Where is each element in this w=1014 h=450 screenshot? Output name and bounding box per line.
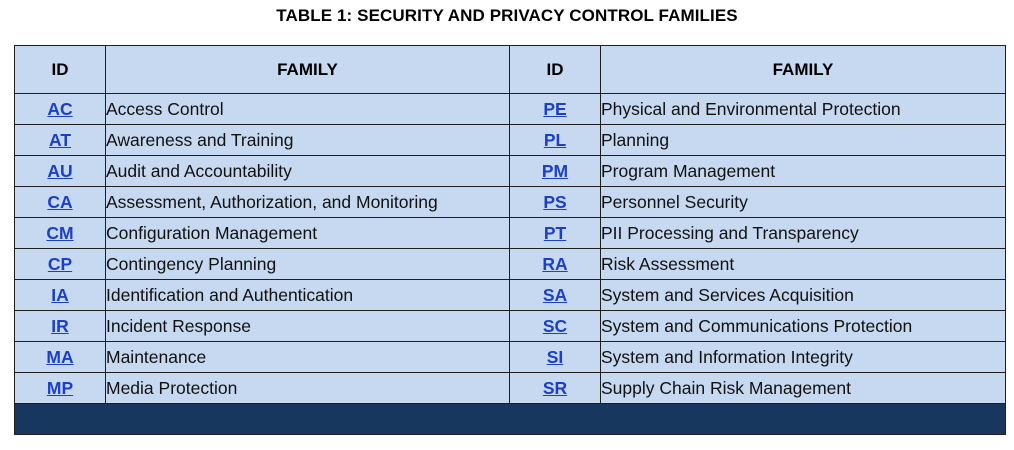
family-id-link[interactable]: SC [542,315,568,336]
table-footer-row [15,404,1006,435]
family-id-link[interactable]: IA [51,284,69,305]
header-id-left: ID [15,46,106,94]
header-row [15,46,1006,94]
header-id-right: ID [510,46,601,94]
control-families-table [14,45,1006,435]
family-name: Personnel Security [601,187,1006,218]
table-row [15,187,1006,218]
family-id-link[interactable]: MA [46,346,74,367]
family-id-link[interactable]: CA [47,191,73,212]
family-id-link[interactable]: IR [51,315,69,336]
family-id-link[interactable]: MP [46,377,74,398]
family-id-link[interactable]: AT [48,129,72,150]
table-row [15,342,1006,373]
family-id-link[interactable]: CM [46,222,74,243]
family-name: Audit and Accountability [106,156,510,187]
table-row [15,125,1006,156]
family-name: Maintenance [106,342,510,373]
table-row [15,311,1006,342]
family-name: Contingency Planning [106,249,510,280]
family-name: Configuration Management [106,218,510,249]
family-name: Access Control [106,94,510,125]
family-name: Risk Assessment [601,249,1006,280]
family-id-link[interactable]: RA [542,253,568,274]
family-id-link[interactable]: PM [541,160,569,181]
family-name: Planning [601,125,1006,156]
family-name: Physical and Environmental Protection [601,94,1006,125]
family-id-link[interactable]: PS [543,191,567,212]
family-id-link[interactable]: AC [47,98,73,119]
table-row [15,249,1006,280]
family-id-link[interactable]: PE [543,98,567,119]
table-row [15,156,1006,187]
family-name: Media Protection [106,373,510,404]
table-row [15,218,1006,249]
family-name: Program Management [601,156,1006,187]
table-footer-bar [15,404,1006,435]
family-id-link[interactable]: CP [47,253,73,274]
family-id-link[interactable]: PL [543,129,567,150]
family-id-link[interactable]: SI [546,346,564,367]
family-name: Awareness and Training [106,125,510,156]
family-name: System and Services Acquisition [601,280,1006,311]
table-caption: TABLE 1: SECURITY AND PRIVACY CONTROL FAMILIES [276,6,738,25]
family-name: Incident Response [106,311,510,342]
table-row [15,373,1006,404]
header-family-left: FAMILY [106,46,510,94]
family-name: Identification and Authentication [106,280,510,311]
family-name: System and Information Integrity [601,342,1006,373]
family-id-link[interactable]: SA [542,284,568,305]
family-id-link[interactable]: AU [47,160,73,181]
family-name: Supply Chain Risk Management [601,373,1006,404]
family-name: Assessment, Authorization, and Monitoring [106,187,510,218]
table-row [15,94,1006,125]
family-id-link[interactable]: SR [542,377,568,398]
family-name: System and Communications Protection [601,311,1006,342]
table-row [15,280,1006,311]
family-name: PII Processing and Transparency [601,218,1006,249]
header-family-right: FAMILY [601,46,1006,94]
family-id-link[interactable]: PT [543,222,567,243]
